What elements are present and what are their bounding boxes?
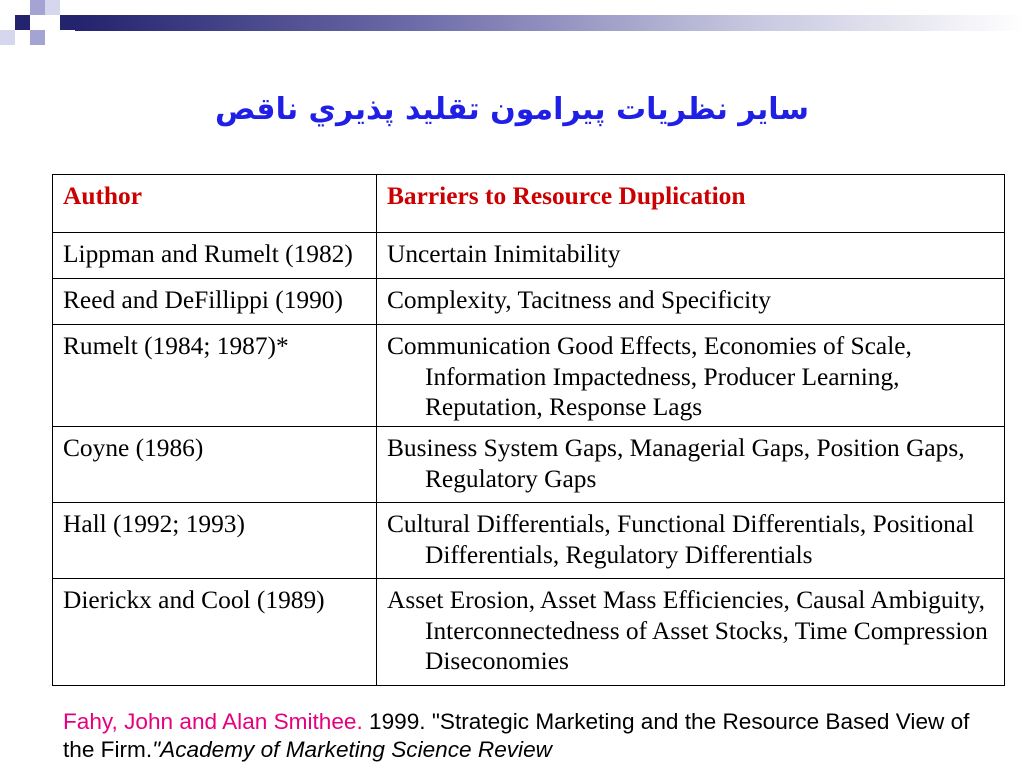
author-cell: Dierickx and Cool (1989)	[53, 579, 377, 686]
barriers-text: Asset Erosion, Asset Mass Efficiencies, Causal Ambiguity, Interconnectedness of Asset Stocks, Time Compression Diseconomies	[387, 586, 988, 675]
table-row	[53, 325, 1005, 427]
barriers-cell	[377, 233, 1005, 279]
table-container	[52, 174, 1005, 686]
table-row	[53, 233, 1005, 279]
header-cell-author: Author	[53, 175, 377, 233]
author-cell: Reed and DeFillippi (1990)	[53, 279, 377, 325]
table-row	[53, 579, 1005, 686]
author-cell: Rumelt (1984; 1987)*	[53, 325, 377, 427]
citation	[63, 708, 988, 764]
header-cell-barriers: Barriers to Resource Duplication	[377, 175, 1005, 233]
decor-square	[30, 0, 45, 15]
barriers-text: Complexity, Tacitness and Specificity	[387, 286, 771, 314]
decor-square	[60, 15, 75, 30]
table-row	[53, 279, 1005, 325]
header-accent-bar	[75, 15, 1024, 31]
decor-square	[45, 0, 60, 15]
barriers-text: Communication Good Effects, Economies of Scale, Information Impactedness, Producer Learning, Reputation, Response Lags	[387, 332, 912, 421]
table-row	[53, 503, 1005, 579]
decor-square	[30, 30, 45, 45]
barriers-text: Business System Gaps, Managerial Gaps, Position Gaps, Regulatory Gaps	[387, 434, 965, 493]
table-row	[53, 427, 1005, 503]
decor-square	[15, 15, 30, 30]
barriers-text: Cultural Differentials, Functional Differentials, Positional Differentials, Regulatory Differentials	[387, 510, 975, 569]
decor-square	[0, 30, 15, 45]
barriers-cell	[377, 325, 1005, 427]
barriers-cell	[377, 579, 1005, 686]
citation-journal: "Academy of Marketing Science Review	[152, 737, 552, 762]
barriers-text: Uncertain Inimitability	[387, 240, 621, 268]
author-cell: Coyne (1986)	[53, 427, 377, 503]
barriers-cell	[377, 503, 1005, 579]
author-cell: Lippman and Rumelt (1982)	[53, 233, 377, 279]
slide-title: ساير نظريات پيرامون تقليد پذيري ناقص	[215, 92, 809, 127]
barriers-cell	[377, 279, 1005, 325]
citation-details: 1999. "Strategic Marketing and the Resource Based View of the Firm.	[63, 709, 970, 762]
barriers-cell	[377, 427, 1005, 503]
table-header-row	[53, 175, 1005, 233]
author-cell: Hall (1992; 1993)	[53, 503, 377, 579]
citation-authors: Fahy, John and Alan Smithee.	[63, 709, 363, 734]
barriers-table	[52, 174, 1005, 686]
